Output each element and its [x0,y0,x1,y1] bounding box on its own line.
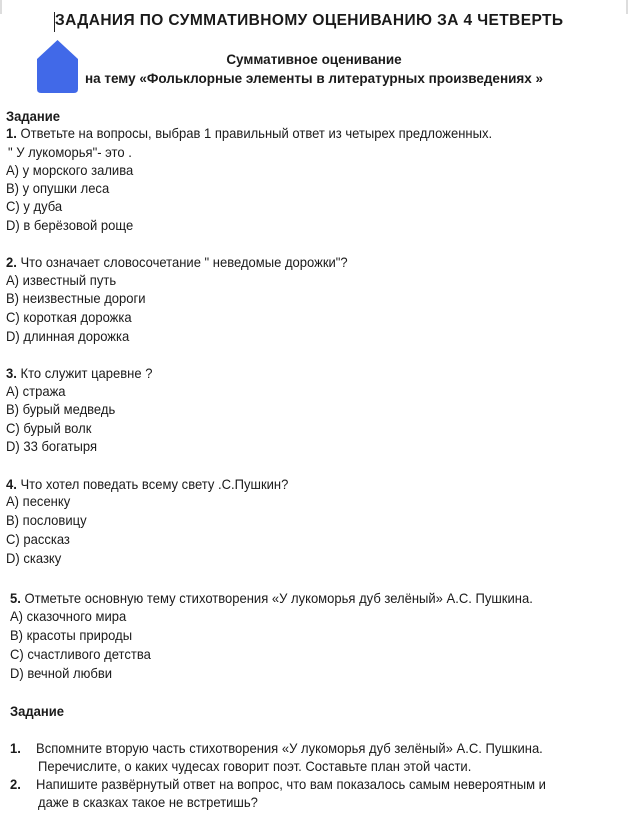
option: C) у дуба [6,198,63,214]
question-text: Что хотел поведать всему свету .С.Пушкин? [16,476,289,492]
option: B) у опушки леса [6,180,110,196]
option: A) сказочного мира [10,608,127,624]
option: A) известный путь [6,272,117,288]
document-title: ЗАДАНИЯ ПО СУММАТИВНОМУ ОЦЕНИВАНИЮ ЗА 4 ЧЕТВЕРТЬ [55,12,564,29]
subtitle: Суммативное оценивание [226,52,402,67]
option: C) рассказ [6,531,70,547]
text-cursor [54,12,55,32]
option: B) красоты природы [10,627,133,643]
question-number: 3. [6,365,17,381]
question-text: Отметьте основную тему стихотворения «У лукоморья дуб зелёный» А.С. Пушкина. [20,590,533,606]
question-text: Ответьте на вопросы, выбрав 1 правильный ответ из четырех предложенных. [16,125,493,141]
question-number: 5. [10,590,21,606]
question-5 [10,589,533,607]
option: A) у морского залива [6,162,134,178]
option: B) бурый медведь [6,401,116,417]
option: B) неизвестные дороги [6,290,146,306]
section-heading: Задание [10,703,65,719]
option: D) длинная дорожка [6,328,130,344]
option: D) в берёзовой роще [6,217,134,233]
question-number: 1. [6,125,17,141]
question-3 [6,364,152,382]
option: D) вечной любви [10,665,113,681]
option: B) пословицу [6,512,87,528]
option: C) короткая дорожка [6,309,132,325]
task-number: 1. [10,740,21,756]
task-text: даже в сказках такое не встретишь? [38,794,258,810]
task-text: Вспомните вторую часть стихотворения «У лукоморья дуб зелёный» А.С. Пушкина. [36,740,543,756]
question-1 [6,124,492,142]
question-2 [6,253,348,271]
task-1 [10,739,543,757]
option: A) песенку [6,493,71,509]
option: D) 33 богатыря [6,438,98,454]
option: C) бурый волк [6,420,92,436]
question-4 [6,475,288,493]
selection-handle-icon[interactable] [37,40,78,93]
option: A) стража [6,383,66,399]
option: C) счастливого детства [10,646,151,662]
question-subtext: " У лукоморья"- это . [8,144,132,160]
question-text: Кто служит царевне ? [16,365,153,381]
option: D) сказку [6,550,62,566]
question-number: 2. [6,254,17,270]
page-edge [0,0,2,14]
task-2 [10,775,546,793]
section-heading: Задание [6,108,61,124]
question-text: Что означает словосочетание " неведомые дорожки"? [16,254,348,270]
question-number: 4. [6,476,17,492]
task-text: Напишите развёрнутый ответ на вопрос, что вам показалось самым невероятным и [36,776,546,792]
task-number: 2. [10,776,21,792]
task-text: Перечислите, о каких чудесах говорит поэт. Составьте план этой части. [38,758,472,774]
topic: на тему «Фольклорные элементы в литературных произведениях » [84,71,544,86]
